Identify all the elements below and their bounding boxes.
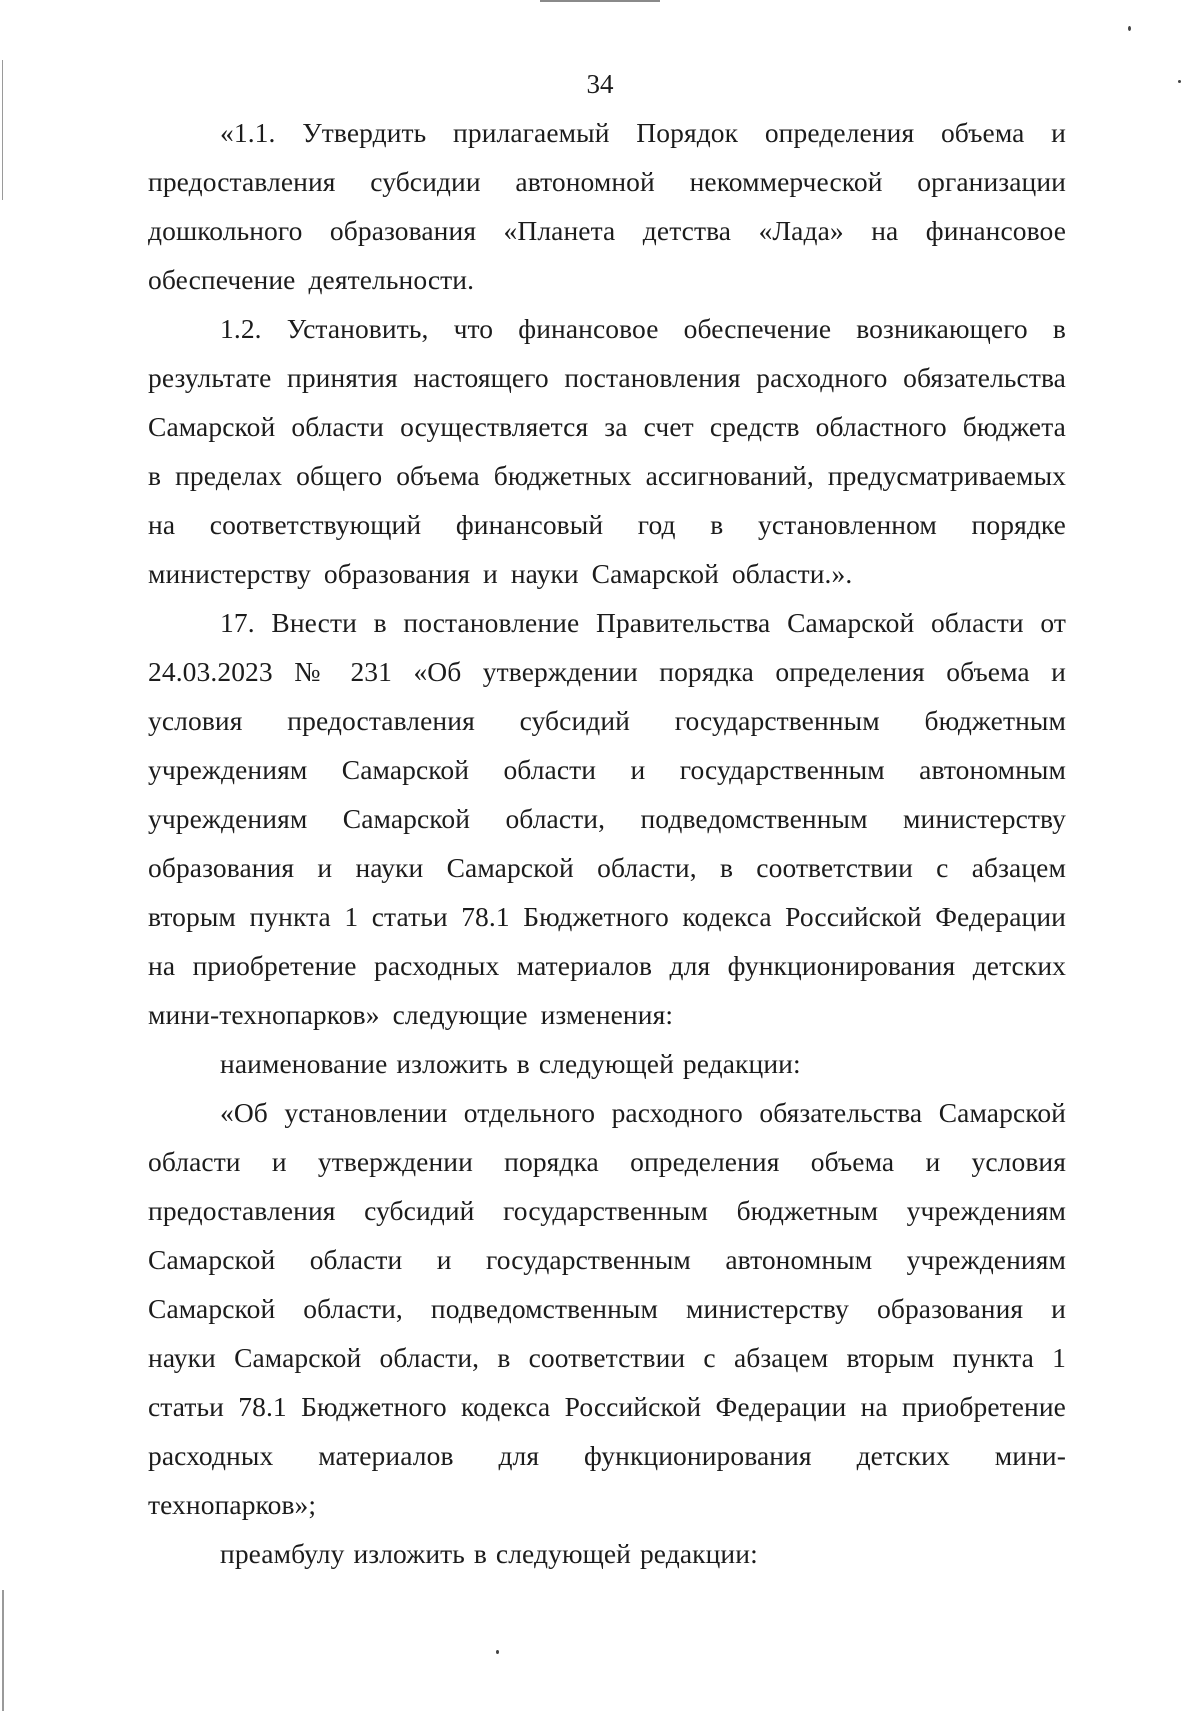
- scan-dot: [1128, 26, 1131, 31]
- paragraph-title-change: наименование изложить в следующей редакции:: [220, 1048, 801, 1079]
- paragraph-1-2: 1.2. Установить, что финансовое обеспечение возникающего в результате принятия настоящего постановления расходного обязательства Самарской области осуществляется за счет средств областного бюджета в пределах общего объема бюджетных ассигнований, предусматриваемых на соответствующий финансовый год в установленном порядке министерству образования и науки Самарской области.».: [148, 313, 1066, 589]
- page-number: 34: [586, 69, 614, 99]
- paragraph-preamble-change: преамбулу изложить в следующей редакции:: [220, 1538, 758, 1569]
- document-body: [148, 108, 1066, 1578]
- paragraph-1-1: «1.1. Утвердить прилагаемый Порядок определения объема и предоставления субсидии автономной некоммерческой организации дошкольного образования «Планета детства «Лада» на финансовое обеспечение деятельности.: [148, 117, 1066, 295]
- scan-edge-top: [540, 0, 660, 2]
- paragraph-17: 17. Внести в постановление Правительства Самарской области от 24.03.2023 № 231 «Об утверждении порядка определения объема и условия предоставления субсидий государственным бюджетным учреждениям Самарской области и государственным автономным учреждениям Самарской области, подведомственным министерству образования и науки Самарской области, в соответствии с абзацем вторым пункта 1 статьи 78.1 Бюджетного кодекса Российской Федерации на приобретение расходных материалов для функционирования детских мини-технопарков» следующие изменения:: [148, 607, 1066, 1030]
- scan-edge-left-bottom: [2, 1590, 4, 1711]
- paragraph-new-title: «Об установлении отдельного расходного обязательства Самарской области и утверждении порядка определения объема и условия предоставления субсидий государственным бюджетным учреждениям Самарской области и государственным автономным учреждениям Самарской области, подведомственным министерству образования и науки Самарской области, в соответствии с абзацем вторым пункта 1 статьи 78.1 Бюджетного кодекса Российской Федерации на приобретение расходных материалов для функционирования детских мини-технопарков»;: [148, 1097, 1066, 1520]
- scan-dot: [496, 1650, 499, 1654]
